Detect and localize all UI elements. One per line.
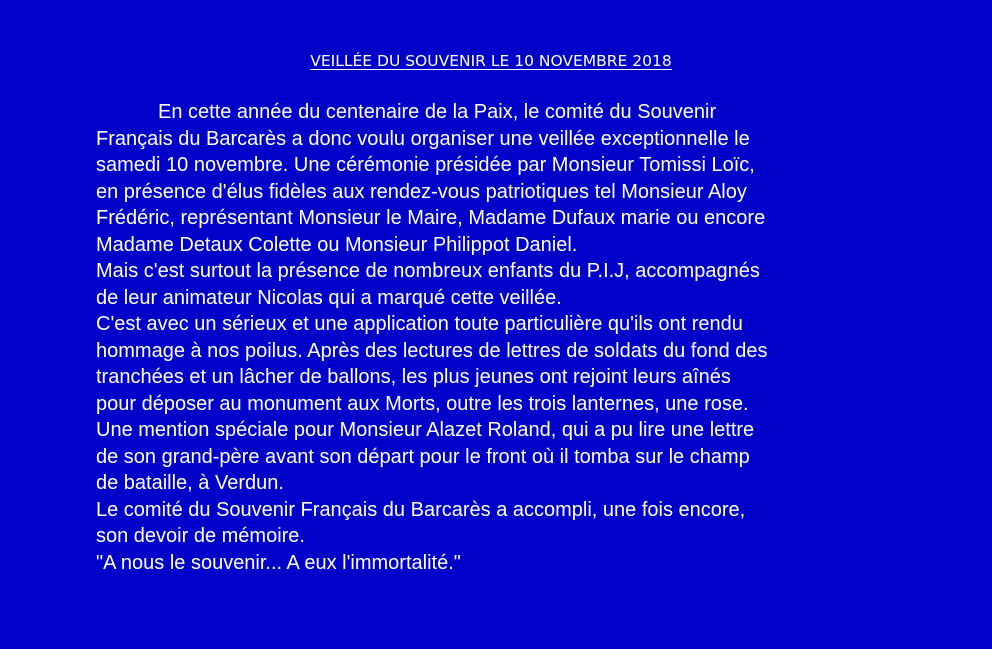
paragraph-line: de bataille, à Verdun. bbox=[96, 472, 284, 494]
paragraph-line: tranchées et un lâcher de ballons, les plus jeunes ont rejoint leurs aînés bbox=[96, 366, 731, 388]
paragraph-line: Frédéric, représentant Monsieur le Maire, Madame Dufaux marie ou encore bbox=[96, 207, 766, 229]
paragraph-line: En cette année du centenaire de la Paix, le comité du Souvenir bbox=[158, 101, 717, 123]
paragraph-line: Français du Barcarès a donc voulu organiser une veillée exceptionnelle le bbox=[96, 127, 750, 150]
paragraph-line: en présence d'élus fidèles aux rendez-vous patriotiques tel Monsieur Aloy bbox=[96, 180, 747, 203]
paragraph-line: son devoir de mémoire. bbox=[96, 525, 305, 547]
document-title: VEILLÉE DU SOUVENIR LE 10 NOVEMBRE 2018 bbox=[310, 52, 672, 70]
paragraph-line: de leur animateur Nicolas qui a marqué cette veillée. bbox=[96, 286, 562, 309]
paragraph-line: Le comité du Souvenir Français du Barcarès a accompli, une fois encore, bbox=[96, 498, 746, 521]
paragraph-line: pour déposer au monument aux Morts, outre les trois lanternes, une rose. bbox=[96, 392, 749, 415]
paragraph-line: samedi 10 novembre. Une cérémonie présidée par Monsieur Tomissi Loïc, bbox=[96, 154, 755, 176]
closing-quote-line: "A nous le souvenir... A eux l'immortalité." bbox=[96, 551, 461, 574]
document-body bbox=[96, 99, 896, 576]
paragraph-line: Madame Detaux Colette ou Monsieur Philippot Daniel. bbox=[96, 233, 578, 256]
paragraph-line: hommage à nos poilus. Après des lectures de lettres de soldats du fond des bbox=[96, 339, 768, 362]
paragraph-line: Une mention spéciale pour Monsieur Alazet Roland, qui a pu lire une lettre bbox=[96, 419, 755, 441]
paragraph-line: Mais c'est surtout la présence de nombreux enfants du P.I.J, accompagnés bbox=[96, 260, 760, 282]
paragraph-line: C'est avec un sérieux et une application toute particulière qu'ils ont rendu bbox=[96, 313, 743, 335]
paragraph-line: de son grand-père avant son départ pour le front où il tomba sur le champ bbox=[96, 445, 750, 468]
